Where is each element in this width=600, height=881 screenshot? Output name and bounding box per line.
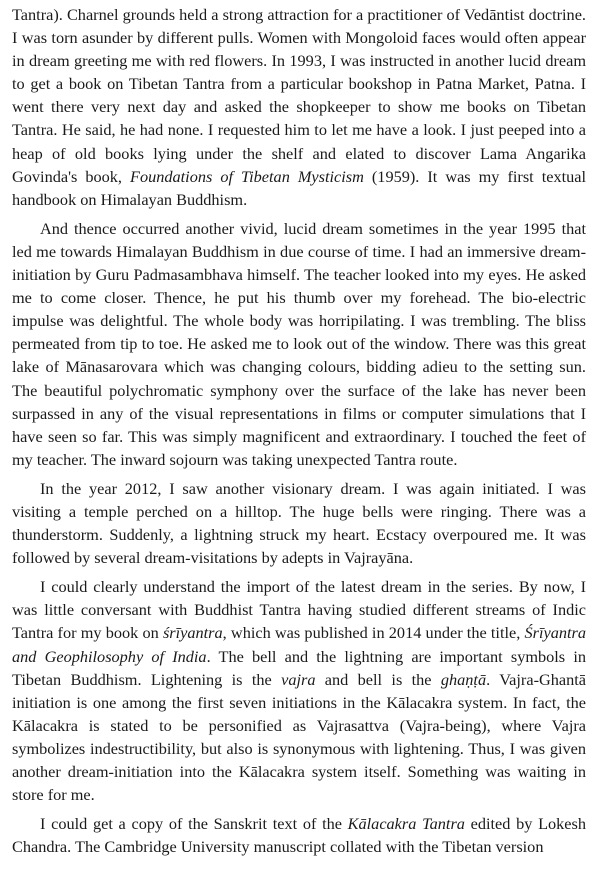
paragraph — [12, 3, 586, 211]
text-run: In the year 2012, I saw another visionary dream. I was again initiated. I was visiting a temple perched on a hilltop. The huge bells were ringing. There was a thunderstorm. Suddenly, a lightning struck my heart. Ecstacy overpoured me. It was followed by several dream-visitations by adepts in Vajrayāna. — [12, 478, 586, 568]
italic-text: ghaṇṭā — [440, 669, 487, 689]
paragraph — [12, 477, 586, 569]
text-run: (1959). It was my first textual handbook on Himalayan Buddhism. — [12, 166, 586, 209]
text-run: . The bell and the lightning are important symbols in Tibetan Buddhism. Lightening is the — [12, 646, 586, 689]
text-run: I could get a copy of the Sanskrit text of the — [40, 814, 348, 834]
text-run: I could clearly understand the import of the latest dream in the series. By now, I was little conversant with Buddhist Tantra having studied different streams of Indic Tantra for my book on — [12, 577, 586, 643]
paragraph — [12, 812, 586, 858]
text-run: . Vajra-Ghantā initiation is one among the first seven initiations in the Kālacakra system. In fact, the Kālacakra is stated to be personified as Vajrasattva (Vajra-being), where Vajra symbolizes indestructibility, but also is synonymous with lightening. Thus, I was given another dream-initiation into the Kālacakra system itself. Something was waiting in store for me. — [12, 669, 587, 805]
text-run: edited by Lokesh Chandra. The Cambridge University manuscript collated with the Tibetan version — [12, 814, 587, 857]
italic-text: vajra — [281, 669, 316, 689]
text-run: , which was published in 2014 under the title, — [222, 623, 525, 643]
italic-text: Śrīyantra and Geophilosophy of India — [12, 623, 586, 666]
text-run: Tantra). Charnel grounds held a strong attraction for a practitioner of Vedāntist doctrine. I was torn asunder by different pulls. Women with Mongoloid faces would often appear in dream greeting me with red flowers. In 1993, I was instructed in another lucid dream to get a book on Tibetan Tantra from a particular bookshop in Patna Market, Patna. I went there very next day and asked the shopkeeper to show me books on Tibetan Tantra. He said, he had none. I requested him to let me have a look. I just peeped into a heap of old books lying under the shelf and elated to discover Lama Angarika Govinda's book, — [12, 5, 586, 186]
italic-text: Kālacakra Tantra — [347, 814, 465, 834]
text-run: and bell is the — [315, 669, 441, 689]
text-run: And thence occurred another vivid, lucid dream sometimes in the year 1995 that led me towards Himalayan Buddhism in due course of time. I had an immersive dream-initiation by Guru Padmasambhava himself. The teacher looked into my eyes. He asked me to come closer. Thence, he put his thumb over my forehead. The bio-electric impulse was delightful. The whole body was horripilating. I was trembling. The bliss permeated from tip to toe. He asked me to look out of the window. There was this great lake of Mānasarovara which was changing colours, bidding adieu to the setting sun. The beautiful polychromatic symphony over the surface of the lake has never been surpassed in any of the visual representations in films or computer simulations that I have seen so far. This was simply magnificent and extraordinary. I touched the feet of my teacher. The inward sojourn was taking unexpected Tantra route. — [12, 218, 586, 469]
italic-text: śrīyantra — [162, 623, 223, 643]
paragraph — [12, 575, 586, 806]
paragraph — [12, 217, 586, 471]
italic-text: Foundations of Tibetan Mysticism — [130, 166, 364, 186]
